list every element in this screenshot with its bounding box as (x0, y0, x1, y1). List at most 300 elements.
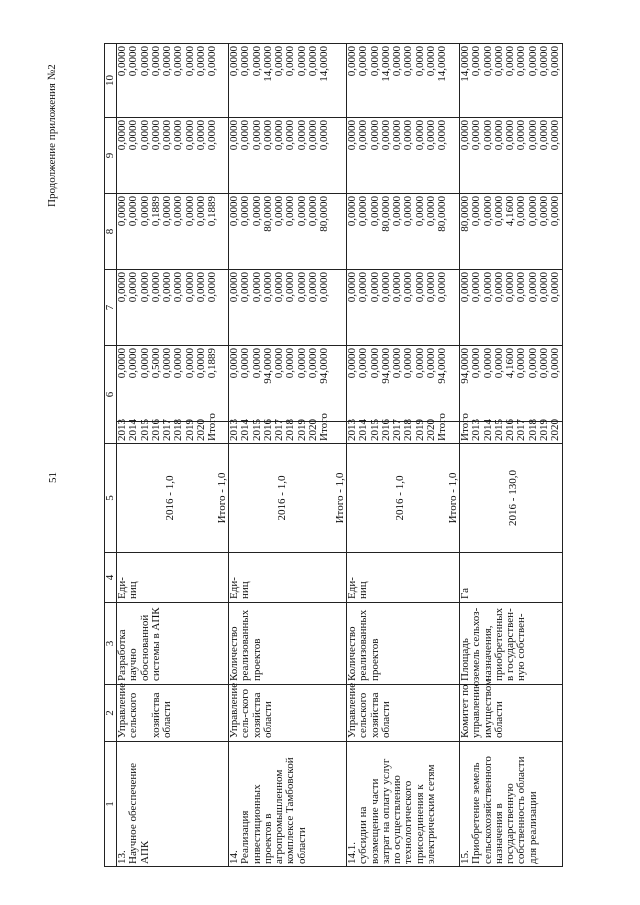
cell-line: 0,0000 (470, 272, 483, 303)
row-number: 14.1. (346, 842, 358, 864)
cell-line: Еди- (116, 577, 128, 599)
cell-line: 0,0000 (413, 348, 426, 379)
cell-line: 0,0000 (307, 46, 320, 77)
cell-line: Комитет по (459, 684, 471, 738)
cell-line: 0,0000 (357, 348, 370, 379)
cell-line: 0,0000 (515, 46, 528, 77)
cell-line: 0,0000 (116, 272, 128, 303)
cell-line: 0,0000 (206, 120, 219, 151)
target-range: 2016 - 1,0 (276, 475, 288, 521)
cell-line: области (295, 827, 308, 864)
cell-line: 0,0000 (413, 120, 426, 151)
cell-line: 0,0000 (368, 120, 381, 151)
unit-cell (229, 553, 347, 603)
table-row (460, 44, 563, 867)
header-cell: 1 (105, 742, 117, 867)
cell-line: 2019 (295, 419, 308, 441)
cell-line: назначения, (481, 625, 494, 681)
cell-line: 2020 (195, 419, 208, 441)
funding-c10-cell (229, 44, 347, 118)
cell-line: Итого (318, 413, 331, 441)
cell-line: 0,0000 (470, 120, 483, 151)
cell-line: 0,0000 (295, 348, 308, 379)
cell-line: 0,0000 (138, 196, 151, 227)
cell-line: Управление (346, 682, 358, 738)
cell-line: 2014 (357, 419, 370, 441)
cell-line: 0,0000 (127, 196, 140, 227)
cell-line: 0,0000 (391, 46, 404, 77)
event-cell (229, 742, 347, 867)
cell-line: 0,0000 (284, 272, 297, 303)
cell-line: 0,0000 (504, 120, 517, 151)
cell-line: 0,0000 (228, 120, 240, 151)
cell-line: 0,0000 (413, 46, 426, 77)
cell-line: 80,0000 (436, 196, 449, 232)
cell-line: 0,0000 (538, 348, 551, 379)
cell-line: области (261, 701, 274, 738)
cell-line: 0,0000 (228, 196, 240, 227)
cell-line: 0,0000 (228, 272, 240, 303)
cell-line: 0,0000 (492, 272, 505, 303)
cell-line: Еди- (346, 577, 358, 599)
cell-line: 2014 (127, 419, 140, 441)
cell-line: 0,0000 (538, 46, 551, 77)
cell-line: 0,0000 (138, 46, 151, 77)
target-value-cell (117, 444, 229, 553)
cell-line: 0,0000 (250, 46, 263, 77)
cell-line: Управление (116, 682, 128, 738)
cell-line: Разработка (116, 629, 128, 681)
cell-line: 0,0000 (425, 120, 438, 151)
cell-line: 0,0000 (391, 348, 404, 379)
cell-line: назначения в (492, 803, 505, 864)
cell-line: 0,0000 (195, 348, 208, 379)
cell-line: 2018 (172, 419, 185, 441)
cell-line: для реализации (526, 791, 539, 864)
cell-line: 0,0000 (481, 272, 494, 303)
cell-line: 0,0000 (172, 348, 185, 379)
indicator-cell (347, 603, 460, 685)
event-name (239, 757, 308, 864)
cell-line: 0,0000 (284, 120, 297, 151)
cell-line: 0,0000 (492, 196, 505, 227)
cell-line: 0,0000 (538, 196, 551, 227)
cell-line: 0,0000 (161, 348, 174, 379)
cell-line: 0,0000 (273, 196, 286, 227)
cell-line: земель сельхоз- (470, 607, 483, 681)
cell-line: 2017 (273, 419, 286, 441)
cell-line: имуществом (481, 678, 494, 738)
cell-line: 0,0000 (138, 272, 151, 303)
cell-line: 0,0000 (425, 348, 438, 379)
cell-line: 2016 (149, 419, 162, 441)
cell-line: 0,0000 (470, 46, 483, 77)
cell-line: 0,0000 (526, 348, 539, 379)
row-number: 14. (228, 850, 240, 864)
cell-line: 0,0000 (379, 272, 392, 303)
cell-line: 94,0000 (379, 348, 392, 384)
indicator-cell (229, 603, 347, 685)
table-row (117, 44, 229, 867)
cell-line: 0,0000 (492, 120, 505, 151)
cell-line: затрат на оплату услуг (379, 758, 392, 864)
cell-line: 0,0000 (504, 272, 517, 303)
cell-line: хозяйства (250, 692, 263, 738)
cell-line: сель-ского (239, 689, 252, 738)
cell-line: области (492, 701, 505, 738)
cell-line: 0,0000 (250, 348, 263, 379)
cell-line: Итого (206, 413, 219, 441)
cell-line: 0,0000 (195, 46, 208, 77)
cell-line: 2013 (228, 419, 240, 441)
event-cell (347, 742, 460, 867)
cell-line: 0,0000 (284, 46, 297, 77)
cell-line: 0,0000 (504, 46, 517, 77)
cell-line: 0,0000 (138, 348, 151, 379)
cell-line: 0,0000 (526, 196, 539, 227)
table-row (229, 44, 347, 867)
cell-line: 0,0000 (250, 196, 263, 227)
cell-line: сельского (357, 692, 370, 738)
cell-line: 80,0000 (459, 196, 471, 232)
target-range: 2016 - 130,0 (507, 470, 519, 526)
cell-line: 0,0000 (172, 272, 185, 303)
cell-line: 0,0000 (261, 272, 274, 303)
cell-line: 0,0000 (515, 196, 528, 227)
target-total: Итого - 1,0 (333, 472, 346, 524)
cell-line: 0,0000 (295, 272, 308, 303)
years-cell (346, 413, 460, 444)
cell-line: 0,0000 (127, 272, 140, 303)
cell-line: Площадь (459, 638, 471, 681)
cell-line: 0,0000 (172, 196, 185, 227)
cell-line: 0,0000 (459, 120, 471, 151)
cell-line: 0,0000 (161, 272, 174, 303)
funding-c6-cell (460, 346, 563, 422)
cell-line: 0,0000 (307, 272, 320, 303)
cell-line: 0,0000 (273, 46, 286, 77)
cell-line: 0,0000 (526, 272, 539, 303)
cell-line: 0,0000 (273, 348, 286, 379)
cell-line: 14,0000 (379, 46, 392, 82)
cell-line: 0,0000 (425, 46, 438, 77)
cell-line: 0,0000 (368, 196, 381, 227)
event-name (470, 756, 539, 864)
cell-line: 0,0000 (149, 272, 162, 303)
cell-line: 0,0000 (549, 272, 562, 303)
cell-line: 0,0000 (195, 196, 208, 227)
cell-line: Управление (228, 682, 240, 738)
cell-line: области (161, 701, 174, 738)
cell-line: 0,0000 (391, 196, 404, 227)
header-cell: 9 (105, 118, 117, 194)
cell-line: 0,0000 (172, 46, 185, 77)
cell-line: 2014 (239, 419, 252, 441)
cell-line: 4,1600 (504, 348, 517, 379)
funding-c9-cell (229, 118, 347, 194)
cell-line: 0,0000 (239, 196, 252, 227)
cell-line: 0,0000 (481, 348, 494, 379)
cell-line: приобретенных (492, 607, 505, 681)
cell-line: Научное обеспечение (127, 762, 140, 864)
cell-line: 14,0000 (436, 46, 449, 82)
cell-line: 14,0000 (459, 46, 471, 82)
cell-line: 2020 (425, 419, 438, 441)
cell-line: государственную (504, 783, 517, 864)
cell-line: 0,0000 (549, 196, 562, 227)
executor-cell (346, 682, 460, 742)
event-name (128, 764, 151, 864)
cell-line: Количество (346, 626, 358, 681)
cell-line: управлению (470, 680, 483, 738)
years-cell (116, 413, 229, 444)
cell-line: 0,5000 (149, 348, 162, 379)
cell-line: 0,0000 (413, 196, 426, 227)
cell-line: 0,0000 (346, 120, 358, 151)
cell-line: проектов (250, 638, 263, 681)
cell-line: ниц (357, 581, 370, 599)
cell-line: 2015 (368, 419, 381, 441)
funding-c6-cell (117, 346, 229, 422)
header-cell: 4 (105, 553, 117, 603)
cell-line: 2014 (481, 419, 494, 441)
funding-c9-cell (460, 118, 563, 194)
cell-line: Га (459, 588, 471, 599)
header-cell: 10 (105, 44, 117, 118)
cell-line: 0,0000 (481, 120, 494, 151)
cell-line: 80,0000 (261, 196, 274, 232)
cell-line: 0,0000 (116, 46, 128, 77)
header-cell: 5 (105, 444, 117, 553)
cell-line: 0,0000 (346, 348, 358, 379)
cell-line: 0,0000 (250, 272, 263, 303)
cell-line: 0,0000 (368, 348, 381, 379)
target-total: Итого - 1,0 (215, 472, 228, 524)
funding-c10-cell (460, 44, 563, 118)
funding-c8-cell (347, 194, 460, 270)
cell-line: 0,0000 (183, 196, 196, 227)
executor-cell (116, 682, 229, 742)
cell-line: 0,0000 (526, 46, 539, 77)
cell-line: 0,0000 (436, 120, 449, 151)
cell-line: 0,0000 (284, 348, 297, 379)
cell-line: 80,0000 (379, 196, 392, 232)
cell-line: 94,0000 (261, 348, 274, 384)
page-number: 51 (47, 472, 59, 483)
cell-line: 0,0000 (318, 120, 331, 151)
cell-line: 2019 (183, 419, 196, 441)
cell-line: 2020 (307, 419, 320, 441)
cell-line: инвестиционных (250, 784, 263, 864)
cell-line: 0,0000 (116, 348, 128, 379)
cell-line: собственность области (515, 756, 528, 864)
cell-line: 0,0000 (357, 120, 370, 151)
executor-cell (228, 682, 347, 742)
cell-line: 0,0000 (481, 196, 494, 227)
cell-line: 0,0000 (295, 196, 308, 227)
cell-line: проектов в (261, 813, 274, 864)
cell-line: 2018 (284, 419, 297, 441)
cell-line: 2016 (261, 419, 274, 441)
cell-line: 0,0000 (492, 46, 505, 77)
cell-line: 2017 (391, 419, 404, 441)
cell-line: 0,0000 (538, 272, 551, 303)
cell-line: 0,0000 (183, 348, 196, 379)
event-name (357, 758, 438, 864)
cell-line: 0,0000 (239, 348, 252, 379)
cell-line: в государствен- (504, 608, 517, 681)
cell-line: 2013 (470, 419, 483, 441)
years-cell (459, 413, 563, 444)
event-cell (460, 742, 563, 867)
cell-line: 0,0000 (172, 120, 185, 151)
funding-c10-cell (347, 44, 460, 118)
header-cell: 7 (105, 270, 117, 346)
cell-line: 0,0000 (402, 120, 415, 151)
cell-line: 0,0000 (273, 120, 286, 151)
cell-line: 0,0000 (127, 120, 140, 151)
unit-cell (117, 553, 229, 603)
cell-line: сельскохозяйственного (481, 756, 494, 864)
cell-line: 2020 (549, 419, 562, 441)
cell-line: 0,0000 (357, 46, 370, 77)
cell-line: 0,0000 (307, 348, 320, 379)
cell-line: 0,0000 (206, 272, 219, 303)
cell-line: ниц (239, 581, 252, 599)
cell-line: 0,0000 (228, 348, 240, 379)
cell-line: 0,0000 (127, 348, 140, 379)
cell-line: сельского (127, 692, 140, 738)
cell-line: 2017 (515, 419, 528, 441)
executor-cell (459, 678, 563, 742)
cell-line: 0,0000 (239, 272, 252, 303)
cell-line: ную собствен- (515, 613, 528, 681)
cell-line: 0,0000 (459, 272, 471, 303)
cell-line: ниц (127, 581, 140, 599)
cell-line: Итого (436, 413, 449, 441)
cell-line: 0,0000 (149, 46, 162, 77)
header-cell: 6 (105, 346, 117, 444)
header-cell: 2 (105, 685, 117, 742)
cell-line: Приобретение земель (470, 762, 483, 864)
header-cell: 3 (105, 603, 117, 685)
table-row (347, 44, 460, 867)
funding-c9-cell (117, 118, 229, 194)
cell-line: 2016 (379, 419, 392, 441)
cell-line: 0,0000 (481, 46, 494, 77)
cell-line: 0,0000 (379, 120, 392, 151)
cell-line: 2016 (504, 419, 517, 441)
cell-line: 0,1889 (206, 348, 219, 379)
cell-line: 0,0000 (391, 120, 404, 151)
cell-line: 0,0000 (549, 120, 562, 151)
funding-c7-cell (460, 270, 563, 346)
cell-line: 0,0000 (206, 46, 219, 77)
cell-line: 0,0000 (239, 120, 252, 151)
indicator-cell (460, 603, 563, 685)
funding-c6-cell (347, 346, 460, 422)
cell-line: 94,0000 (436, 348, 449, 384)
cell-line: комплексе Тамбовской (284, 757, 297, 864)
cell-line: 0,0000 (239, 46, 252, 77)
cell-line: 14,0000 (318, 46, 331, 82)
cell-line: 0,0000 (346, 196, 358, 227)
cell-line: 0,0000 (307, 120, 320, 151)
cell-line: области (379, 701, 392, 738)
cell-line: 0,0000 (228, 46, 240, 77)
funding-c8-cell (117, 194, 229, 270)
unit-cell (460, 553, 563, 603)
cell-line: 0,0000 (515, 272, 528, 303)
cell-line: 0,0000 (402, 348, 415, 379)
header-cell: 8 (105, 194, 117, 270)
funding-c10-cell (117, 44, 229, 118)
cell-line: системы в АПК (149, 607, 162, 681)
target-value-cell (347, 444, 460, 553)
cell-line: 0,0000 (549, 348, 562, 379)
cell-line: 0,1889 (206, 196, 219, 227)
cell-line: 0,0000 (183, 120, 196, 151)
cell-line: 0,0000 (425, 272, 438, 303)
page-title: Продолжение приложения №2 (46, 64, 58, 207)
cell-line: 14,0000 (261, 46, 274, 82)
cell-line: 0,0000 (357, 196, 370, 227)
cell-line: по осуществлению (391, 775, 404, 864)
funding-c8-cell (460, 194, 563, 270)
cell-line: проектов (368, 638, 381, 681)
cell-line: хозяйства (368, 692, 381, 738)
cell-line: 0,0000 (161, 196, 174, 227)
cell-line: 0,0000 (138, 120, 151, 151)
cell-line: 0,0000 (273, 272, 286, 303)
funding-c7-cell (347, 270, 460, 346)
cell-line: 0,0000 (436, 272, 449, 303)
row-number: 13. (116, 850, 128, 864)
cell-line: 0,1889 (149, 196, 162, 227)
cell-line: 0,0000 (413, 272, 426, 303)
cell-line: 0,0000 (402, 272, 415, 303)
cell-line: 0,0000 (402, 46, 415, 77)
cell-line: 0,0000 (195, 120, 208, 151)
cell-line: 0,0000 (470, 196, 483, 227)
cell-line: 0,0000 (368, 46, 381, 77)
cell-line: 0,0000 (149, 120, 162, 151)
cell-line: 0,0000 (284, 196, 297, 227)
funding-c8-cell (229, 194, 347, 270)
indicator-cell (117, 603, 229, 685)
cell-line: возмещение части (368, 778, 381, 864)
cell-line: 2019 (413, 419, 426, 441)
cell-line: 0,0000 (346, 46, 358, 77)
cell-line: 2018 (402, 419, 415, 441)
cell-line: Количество (228, 626, 240, 681)
cell-line: 2019 (538, 419, 551, 441)
cell-line: 0,0000 (538, 120, 551, 151)
cell-line: 0,0000 (295, 120, 308, 151)
cell-line: 0,0000 (116, 120, 128, 151)
cell-line: реализованных (357, 609, 370, 681)
cell-line: 0,0000 (526, 120, 539, 151)
cell-line: Еди- (228, 577, 240, 599)
cell-line: 0,0000 (368, 272, 381, 303)
cell-line: 0,0000 (116, 196, 128, 227)
cell-line: 0,0000 (346, 272, 358, 303)
cell-line: 0,0000 (183, 46, 196, 77)
cell-line: 0,0000 (261, 120, 274, 151)
unit-cell (347, 553, 460, 603)
cell-line: 2015 (138, 419, 151, 441)
cell-line: 2015 (492, 419, 505, 441)
